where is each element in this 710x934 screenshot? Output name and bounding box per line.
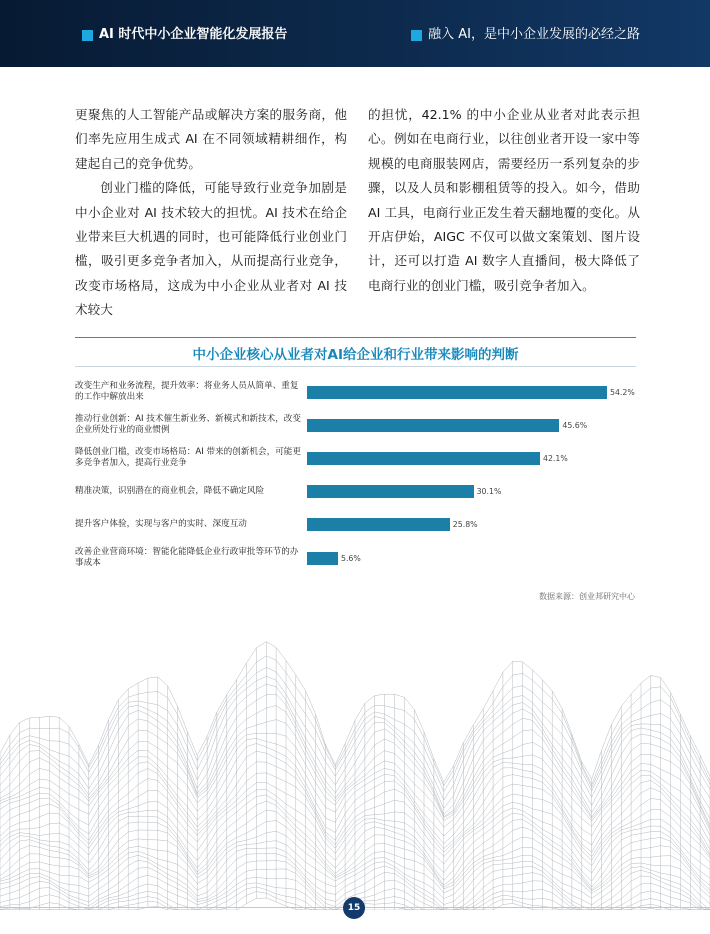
section-title <box>411 27 640 43</box>
wireframe-mountains-graphic <box>0 625 710 910</box>
chart-title: 中小企业核心从业者对AI给企业和行业带来影响的判断 <box>192 347 519 363</box>
report-title-text: AI 时代中小企业智能化发展报告 <box>99 27 288 42</box>
bar-category-label: 改善企业营商环境：智能化能降低企业行政审批等环节的办事成本 <box>75 546 299 568</box>
bar <box>307 419 559 432</box>
bar-category-label: 精准决策，识别潜在的商业机会，降低不确定风险 <box>75 485 265 496</box>
chart-top-rule <box>75 337 636 338</box>
chart-title-divider <box>75 366 636 367</box>
bar-category-label: 提升客户体验，实现与客户的实时、深度互动 <box>75 518 247 529</box>
bar-category-label: 降低创业门槛，改变市场格局：AI 带来的创新机会，可能更多竞争者加入，提高行业竞争 <box>75 446 301 469</box>
body-column-right <box>368 103 640 298</box>
square-bullet-icon <box>82 30 93 41</box>
section-title-text: 融入 AI，是中小企业发展的必经之路 <box>428 27 640 42</box>
bar-category-label: 推动行业创新：AI 技术催生新业务、新模式和新技术，改变企业所处行业的商业惯例 <box>75 413 301 436</box>
paragraph: 更聚焦的人工智能产品或解决方案的服务商，他们率先应用生成式 AI 在不同领域精耕细作，构建起自己的竞争优势。 <box>75 107 347 171</box>
report-title <box>82 27 287 43</box>
paragraph: 创业门槛的降低，可能导致行业竞争加剧是中小企业对 AI 技术较大的担忧。AI 技术在给企业带来巨大机遇的同时，也可能降低行业创业门槛，吸引更多竞争者加入，从而提高行业竞争，改变市场格局，这成为中小企业从业者对 AI 技术较大 <box>75 180 347 318</box>
bar-value-label: 54.2% <box>610 387 635 397</box>
bar <box>307 386 607 399</box>
bar-value-label: 45.6% <box>562 420 588 430</box>
square-bullet-icon <box>411 30 422 41</box>
bar-value-label: 30.1% <box>476 487 502 497</box>
bar <box>307 485 474 498</box>
bar-value-label: 25.8% <box>452 520 478 530</box>
paragraph: 的担忧，42.1% 的中小企业从业者对此表示担心。例如在电商行业，以往创业者开设一家中等规模的电商服装网店，需要经历一系列复杂的步骤，以及人员和影棚租赁等的投入。如今，借助 AI 工具，电商行业正发生着天翻地覆的变化。从开店伊始，AIGC 不仅可以做文案策划、图片设计，还可以打造 AI 数字人直播间，极大降低了电商行业的创业门槛，吸引竞争者加入。 <box>368 107 640 293</box>
data-source: 数据来源：创业邦研究中心 <box>539 592 635 601</box>
bar-value-label: 42.1% <box>543 453 568 463</box>
body-column-left <box>75 103 347 323</box>
bar-value-label: 5.6% <box>340 553 361 563</box>
bar <box>307 552 338 565</box>
page-header <box>0 0 710 67</box>
bar <box>307 452 540 465</box>
bar-category-label: 改变生产和业务流程，提升效率：将业务人员从简单、重复的工作中解放出来 <box>75 380 299 402</box>
page-number: 15 <box>343 897 365 919</box>
bar <box>307 518 450 531</box>
